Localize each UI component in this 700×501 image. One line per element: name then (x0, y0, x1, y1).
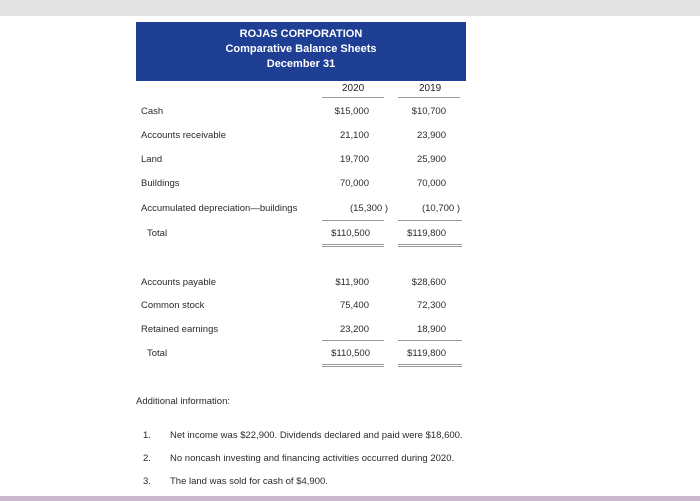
value-2020: $15,000 (334, 106, 369, 117)
statement-header (136, 22, 466, 81)
total-2019: $119,800 (407, 348, 446, 359)
item-number: 1. (143, 430, 151, 441)
statement-date: December 31 (266, 58, 336, 70)
value-2019: (10,700 ) (421, 203, 460, 214)
row-label: Retained earnings (141, 324, 219, 335)
value-2019: 72,300 (416, 300, 446, 311)
subtotal-rule-2020 (322, 340, 384, 341)
value-2020: 19,700 (339, 154, 369, 165)
additional-info-heading: Additional information: (136, 396, 230, 407)
balance-sheet-page (0, 16, 700, 496)
table-row (0, 130, 700, 146)
browser-bottom-bar (0, 496, 700, 501)
assets-total-row (0, 228, 700, 244)
year-header-2020: 2020 (342, 83, 365, 94)
total-2019: $119,800 (407, 228, 446, 239)
value-2019: 25,900 (416, 154, 446, 165)
total-2020: $110,500 (331, 228, 370, 239)
row-label: Land (141, 154, 163, 165)
table-row (0, 324, 700, 340)
year-header-2019: 2019 (419, 83, 442, 94)
row-label: Accounts payable (141, 277, 216, 288)
liabilities-total-row (0, 348, 700, 364)
year-underline-2020 (322, 97, 384, 98)
item-text: The land was sold for cash of $4,900. (170, 476, 328, 487)
subtotal-rule-2020 (322, 220, 384, 221)
value-2020: (15,300 ) (349, 203, 388, 214)
value-2019: 70,000 (416, 178, 446, 189)
row-label: Accumulated depreciation—buildings (141, 203, 298, 214)
table-row (0, 178, 700, 194)
item-number: 2. (143, 453, 151, 464)
table-row (0, 277, 700, 293)
value-2020: 21,100 (339, 130, 369, 141)
value-2019: 18,900 (416, 324, 446, 335)
total-2020: $110,500 (331, 348, 370, 359)
row-label: Cash (141, 106, 164, 117)
table-row (0, 300, 700, 316)
row-label: Accounts receivable (141, 130, 227, 141)
item-number: 3. (143, 476, 151, 487)
value-2019: $28,600 (411, 277, 446, 288)
row-label: Common stock (141, 300, 205, 311)
total-double-rule-2019 (398, 244, 462, 247)
total-double-rule-2019 (398, 364, 462, 367)
browser-top-bar (0, 0, 700, 17)
value-2019: 23,900 (416, 130, 446, 141)
value-2020: 70,000 (339, 178, 369, 189)
table-row (0, 106, 700, 122)
value-2019: $10,700 (411, 106, 446, 117)
statement-title: Comparative Balance Sheets (225, 43, 377, 55)
year-underline-2019 (398, 97, 460, 98)
subtotal-rule-2019 (398, 340, 462, 341)
value-2020: $11,900 (335, 277, 369, 288)
item-text: No noncash investing and financing activities occurred during 2020. (170, 453, 455, 464)
table-row (0, 203, 700, 219)
table-row (0, 154, 700, 170)
value-2020: 75,400 (339, 300, 369, 311)
value-2020: 23,200 (339, 324, 369, 335)
total-double-rule-2020 (322, 364, 384, 367)
row-label: Buildings (141, 178, 180, 189)
subtotal-rule-2019 (398, 220, 462, 221)
total-label: Total (147, 348, 168, 359)
company-name: ROJAS CORPORATION (239, 28, 363, 40)
item-text: Net income was $22,900. Dividends declared and paid were $18,600. (170, 430, 463, 441)
total-double-rule-2020 (322, 244, 384, 247)
total-label: Total (147, 228, 168, 239)
